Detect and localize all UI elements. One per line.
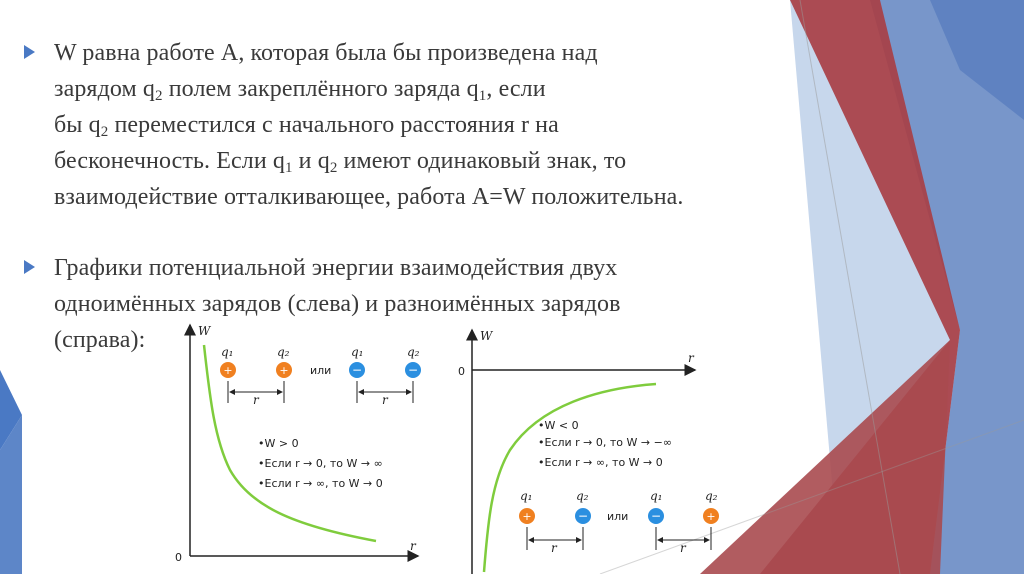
- text-segment: (справа):: [54, 327, 146, 353]
- right-q1-label: q₁: [520, 489, 533, 503]
- right-curve: [484, 384, 656, 572]
- text-segment: имеют одинаковый знак, то: [337, 148, 627, 174]
- svg-text:−: −: [650, 509, 662, 523]
- text-segment: полем закреплённого заряда q: [162, 76, 479, 102]
- left-y-label: W: [198, 324, 211, 338]
- right-r-label-b: r: [680, 541, 686, 555]
- right-q1-label-b: q₁: [650, 489, 663, 503]
- left-q1-label: q₁: [221, 345, 234, 359]
- right-or-label: или: [607, 510, 629, 523]
- left-q1-label-b: q₁: [351, 345, 364, 359]
- text-segment: одноимённых зарядов (слева) и разноимённых зарядов: [54, 291, 621, 317]
- svg-text:−: −: [407, 363, 419, 377]
- right-x-label: r: [688, 351, 694, 365]
- subscript: 2: [100, 124, 109, 140]
- left-r-label-b: r: [382, 393, 388, 407]
- left-r-label-a: r: [253, 393, 259, 407]
- left-x-label: r: [410, 539, 416, 553]
- text-segment: , если: [486, 76, 546, 102]
- right-q2-label-b: q₂: [705, 489, 718, 503]
- svg-text:+: +: [522, 510, 532, 523]
- subscript: 2: [155, 88, 163, 104]
- text-segment: Графики потенциальной энергии взаимодействия двух: [54, 255, 618, 281]
- subscript: 1: [284, 160, 293, 176]
- svg-text:+: +: [223, 364, 233, 377]
- text-segment: и q: [292, 148, 330, 174]
- text-segment: зарядом q: [54, 76, 156, 102]
- text-segment: W равна работе A, которая была бы произведена над: [54, 40, 598, 66]
- text-segment: взаимодействие отталкивающее, работа A=W положительна.: [54, 184, 684, 210]
- graph-right: [458, 329, 719, 574]
- graph-left: [175, 324, 421, 564]
- left-note-1: •W > 0: [258, 437, 299, 450]
- subscript: 2: [329, 160, 338, 176]
- left-note-3: •Если r → ∞, то W → 0: [258, 477, 383, 490]
- svg-text:−: −: [351, 363, 363, 377]
- left-note-2: •Если r → 0, то W → ∞: [258, 457, 383, 470]
- text-segment: бесконечность. Если q: [54, 148, 285, 174]
- left-q2-label: q₂: [277, 345, 290, 359]
- text-segment: бы q: [54, 112, 101, 138]
- svg-text:−: −: [577, 509, 589, 523]
- text-segment: переместился с начального расстояния r на: [108, 112, 559, 138]
- right-zero-label: 0: [458, 365, 465, 378]
- left-or-label: или: [310, 364, 332, 377]
- left-zero-label: 0: [175, 551, 182, 564]
- left-q2-label-b: q₂: [407, 345, 420, 359]
- subscript: 1: [478, 88, 487, 104]
- right-r-label-a: r: [551, 541, 557, 555]
- right-note-3: •Если r → ∞, то W → 0: [538, 456, 663, 469]
- right-note-2: •Если r → 0, то W → −∞: [538, 436, 672, 449]
- svg-text:+: +: [279, 364, 289, 377]
- right-y-label: W: [480, 329, 493, 343]
- right-q2-label: q₂: [576, 489, 589, 503]
- right-note-1: •W < 0: [538, 419, 579, 432]
- svg-text:+: +: [706, 510, 716, 523]
